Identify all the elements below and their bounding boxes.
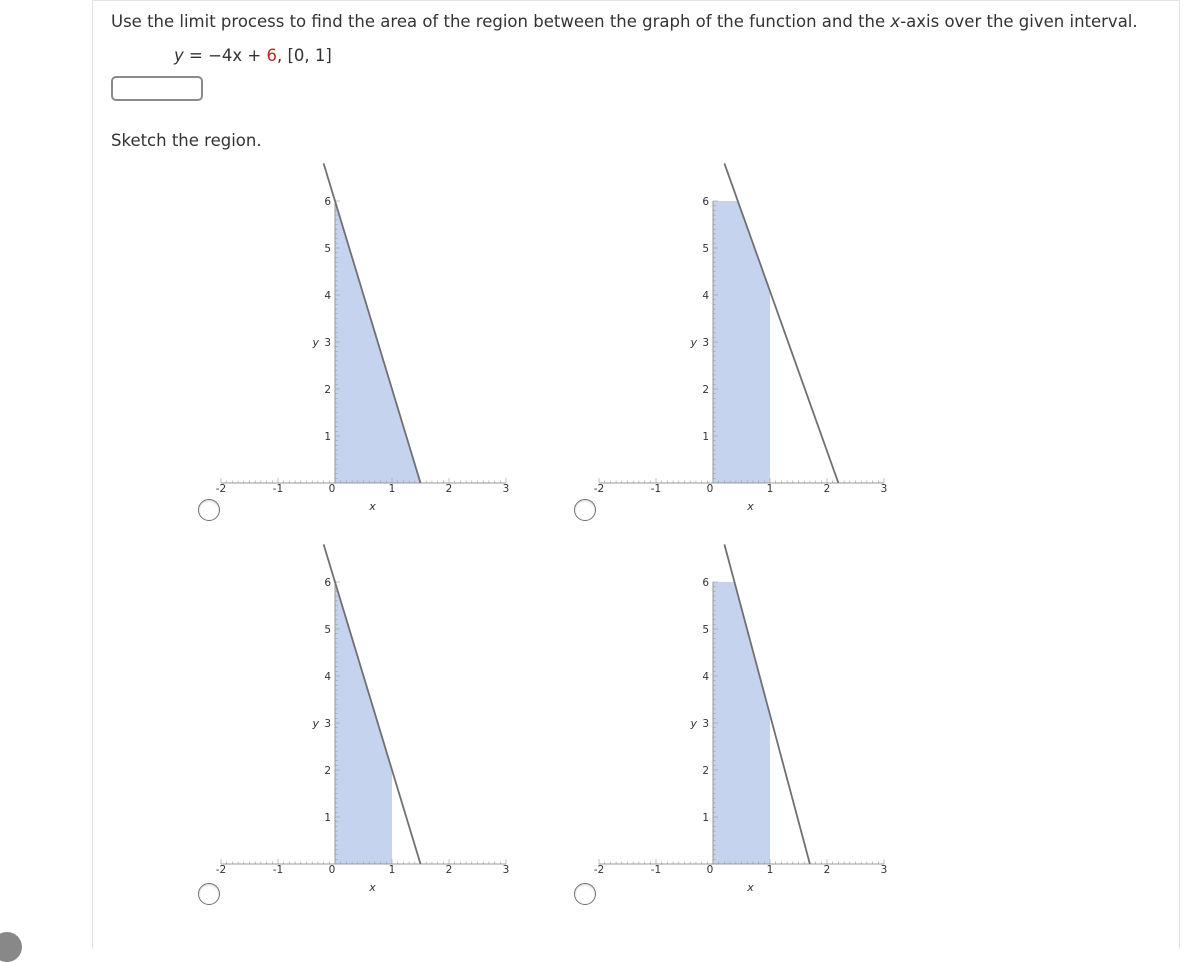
y-tick-label: 5: [324, 243, 331, 255]
x-tick-label: -1: [272, 864, 284, 876]
x-tick-label: 2: [823, 483, 831, 495]
x-tick-label: 0: [328, 864, 336, 876]
equation-constant: 6: [266, 46, 277, 65]
y-tick-label: 2: [702, 765, 709, 777]
x-tick-label: 1: [766, 483, 774, 495]
y-tick-label: 3: [324, 718, 331, 730]
x-tick-label: 2: [823, 864, 831, 876]
prompt-text-end: -axis over the given interval.: [900, 12, 1138, 31]
option-graph-d: [593, 566, 906, 906]
y-tick-label: 6: [702, 196, 709, 208]
y-tick-label: 4: [324, 290, 331, 302]
x-tick-label: -2: [593, 483, 605, 495]
x-tick-label: -1: [650, 483, 662, 495]
x-tick-label: 2: [445, 483, 453, 495]
y-tick-label: 1: [324, 431, 331, 443]
y-tick-label: 6: [324, 577, 331, 589]
y-tick-label: 3: [702, 337, 709, 349]
scroll-indicator: [0, 932, 22, 962]
option-radio-d[interactable]: [574, 883, 596, 905]
option-graph-a: [215, 185, 528, 525]
x-tick-label: 1: [388, 483, 396, 495]
x-tick-label: 1: [766, 864, 774, 876]
shaded-region: [713, 201, 770, 483]
x-tick-label: 2: [445, 864, 453, 876]
x-tick-label: 3: [502, 864, 510, 876]
graph-svg: [593, 566, 906, 906]
shaded-region: [335, 582, 392, 864]
shaded-region: [713, 582, 770, 864]
y-tick-label: 4: [702, 671, 709, 683]
y-tick-label: 2: [324, 384, 331, 396]
answer-input[interactable]: [111, 76, 203, 101]
option-radio-b[interactable]: [574, 499, 596, 521]
x-tick-label: -1: [272, 483, 284, 495]
x-axis-label: x: [369, 500, 376, 513]
option-graph-b: [593, 185, 906, 525]
graph-svg: [593, 185, 906, 525]
x-axis-label: x: [369, 881, 376, 894]
y-axis-label: y: [312, 717, 319, 730]
x-tick-label: 3: [880, 864, 888, 876]
question-prompt: [111, 12, 1138, 31]
equation-y: y: [174, 46, 184, 65]
x-tick-label: 1: [388, 864, 396, 876]
y-tick-label: 4: [324, 671, 331, 683]
y-tick-label: 1: [324, 812, 331, 824]
x-tick-label: -2: [215, 483, 227, 495]
function-equation: [174, 46, 332, 65]
x-tick-label: 3: [880, 483, 888, 495]
sketch-label: Sketch the region.: [111, 131, 262, 150]
y-axis-label: y: [690, 717, 697, 730]
y-axis-label: y: [690, 336, 697, 349]
y-tick-label: 6: [324, 196, 331, 208]
x-tick-label: 0: [706, 864, 714, 876]
x-tick-label: -2: [593, 864, 605, 876]
x-tick-label: -2: [215, 864, 227, 876]
prompt-text: Use the limit process to find the area of the region between the graph of the function and the: [111, 12, 891, 31]
equation-interval: , [0, 1]: [276, 46, 332, 65]
y-tick-label: 1: [702, 812, 709, 824]
y-tick-label: 2: [324, 765, 331, 777]
y-tick-label: 3: [324, 337, 331, 349]
y-tick-label: 5: [702, 243, 709, 255]
x-tick-label: 0: [706, 483, 714, 495]
y-tick-label: 1: [702, 431, 709, 443]
y-tick-label: 2: [702, 384, 709, 396]
equation-body: = −4x +: [183, 46, 267, 65]
x-tick-label: -1: [650, 864, 662, 876]
x-tick-label: 0: [328, 483, 336, 495]
graph-svg: [215, 566, 528, 906]
x-axis-label: x: [747, 500, 754, 513]
y-axis-label: y: [312, 336, 319, 349]
y-tick-label: 3: [702, 718, 709, 730]
option-graph-c: [215, 566, 528, 906]
prompt-x-variable: x: [890, 12, 901, 31]
y-tick-label: 4: [702, 290, 709, 302]
graph-svg: [215, 185, 528, 525]
x-tick-label: 3: [502, 483, 510, 495]
y-tick-label: 6: [702, 577, 709, 589]
x-axis-label: x: [747, 881, 754, 894]
option-radio-c[interactable]: [198, 883, 220, 905]
option-radio-a[interactable]: [198, 499, 220, 521]
y-tick-label: 5: [702, 624, 709, 636]
y-tick-label: 5: [324, 624, 331, 636]
